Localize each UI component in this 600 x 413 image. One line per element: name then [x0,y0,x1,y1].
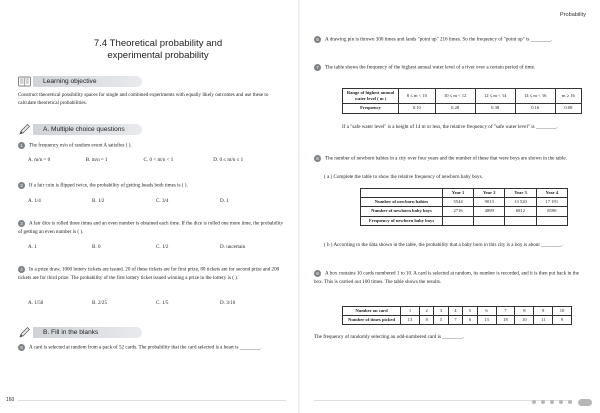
question-text: A fair dice is rolled three times and an even number is obtained each time. If the dice is rolled one more time, the probability of getting an even number is ( ). [18,220,284,235]
question-7 [314,64,586,73]
table-header: Year 1 [443,189,474,198]
footer-rule [18,400,286,401]
table-cell: 13 520 [505,198,536,207]
table-cell: 3 [434,307,448,316]
option-a[interactable]: A. 1/50 [28,300,44,306]
question-number: 3 [18,220,25,227]
table-row [343,89,582,104]
option-a[interactable]: A. m/n = 0 [28,157,51,163]
right-page [300,0,600,413]
page-dots [532,400,572,404]
dot [550,400,554,404]
table-cell: 0.28 [435,104,475,113]
table-header: Year 4 [536,189,567,198]
table-cell: 13 [401,316,420,325]
option-d[interactable]: D. 1 [220,198,229,204]
table-row [361,189,568,198]
table-row [361,207,568,216]
table-cell: m ≥ 16 [555,89,581,104]
table-cell: 8590 [536,207,567,216]
table-cell: 6 [463,316,477,325]
question-1-options [28,157,283,164]
table-cell: 7 [496,307,515,316]
table-row [343,307,572,316]
table-row [343,104,582,113]
table-header: Frequency [343,104,399,113]
question-text: A card is selected at random from a pack of 52 cards. The probability that the card selected is a heart is ________. [29,344,262,351]
answer-cell[interactable] [443,216,474,225]
table-header: Number of newborn baby boys [361,207,443,216]
table-row [343,316,572,325]
question-text: In a prize draw, 1000 lottery tickets are issued. 20 of these tickets are for first prize, 80 tickets are for second prize and 200 tickets are for third prize. The probability of the first lottery ticket issued winning a prize in the lottery is ( ). [18,266,280,281]
table-cell: 14 ≤ m < 16 [515,89,555,104]
table-cell: 17 191 [536,198,567,207]
table-cell: 11 [534,316,553,325]
question-1 [18,142,286,151]
pencil-icon [18,326,31,339]
question-number: 1 [18,142,25,149]
dot [568,400,572,404]
table-header: Year 3 [505,189,536,198]
table-header: Frequency of newborn baby boys [361,216,443,225]
option-a[interactable]: A. 1 [28,244,37,250]
option-b[interactable]: B. m/n = 1 [85,157,108,163]
table-cell: 5 [434,316,448,325]
page-tab [578,399,592,406]
table-cell: 9013 [474,198,505,207]
question-2 [18,182,286,191]
table-corner [361,189,443,198]
table-cell: 8 ≤ m < 10 [399,89,436,104]
option-d[interactable]: D. 0 ≤ m/n ≤ 1 [213,157,244,163]
part-a-heading: A. Multiple choice questions [33,124,142,135]
answer-cell[interactable] [505,216,536,225]
question-8 [314,155,586,164]
answer-cell[interactable] [536,216,567,225]
option-b[interactable]: B. 0 [92,244,101,250]
question-5 [18,344,286,353]
dot [559,400,563,404]
table-cell: 7 [448,316,462,325]
section-title: 7.4 Theoretical probability and experimental probability [93,38,223,62]
option-d[interactable]: D. uncertain [220,244,246,250]
table-cell: 5 [463,307,477,316]
question-text: A drawing pin is thrown 300 times and lands "point up" 216 times. So the frequency of "point up" is ________. [325,36,553,43]
table-cell: 10 ≤ m < 12 [435,89,475,104]
question-6 [314,36,586,45]
option-c[interactable]: C. 1/2 [156,244,169,250]
question-8-part-a: ( a ) Complete the table to show the relative frequency of newborn baby boys. [324,174,483,180]
objective-text: Construct theoretical possibility spaces for single and combined experiments with equally likely outcomes and use these to calculate theoretical probabilities. [18,92,269,106]
question-text: The frequency m/n of random event A satisfies ( ). [29,142,132,149]
question-number: 9 [314,270,321,277]
option-c[interactable]: C. 1/5 [156,300,169,306]
table-cell: 8 [419,316,433,325]
question-text: If a fair coin is flipped twice, the probability of getting heads both times is ( ). [29,182,188,189]
question-text: A box contains 10 cards numbered 1 to 10. A card is selected at random, its number is recorded, and it is then put back in the box. This is carried out 100 times. The table shows the results. [314,270,579,285]
question-4 [18,266,286,282]
objective-heading: Learning objective [33,76,142,87]
pencil-icon [18,123,31,136]
table-cell: 13 [477,316,496,325]
table-header: Number of newborn babies [361,198,443,207]
question-2-options [28,198,283,205]
running-head: Probability [559,12,586,18]
question-9-followup: The frequency of randomly selecting an odd-numbered card is ________. [314,334,464,340]
table-cell: 9 [553,316,572,325]
table-cell: 4 [448,307,462,316]
question-number: 7 [314,64,321,71]
option-b[interactable]: B. 2/25 [92,300,108,306]
dot [541,400,545,404]
table-cell: 2 [419,307,433,316]
table-cell: 0.10 [399,104,436,113]
objective-heading-bar [18,76,142,87]
water-level-table [342,88,582,114]
table-cell: 0.08 [555,104,581,113]
table-cell: 5544 [443,198,474,207]
newborn-babies-table [360,188,568,226]
question-number: 6 [314,36,321,43]
table-row [361,216,568,225]
option-b[interactable]: B. 1/2 [92,198,105,204]
table-cell: 4899 [474,207,505,216]
option-c[interactable]: C. 0 < m/n < 1 [143,157,174,163]
table-header: Range of highest annual water level ( m ) [343,89,399,104]
dot [532,400,536,404]
book-icon [18,75,31,88]
table-cell: 12 ≤ m < 14 [475,89,515,104]
table-cell: 10 [553,307,572,316]
part-b-heading: B. Fill in the blanks [33,327,142,338]
table-cell: 2716 [443,207,474,216]
question-number: 2 [18,182,25,189]
card-picks-table [342,306,572,325]
table-header: Number on card [343,307,401,316]
option-d[interactable]: D. 3/10 [220,300,236,306]
question-text: The table shows the frequency of the highest annual water level of a river over a certain period of time. [325,64,536,71]
table-cell: 0.38 [475,104,515,113]
table-cell: 8 [515,307,534,316]
answer-cell[interactable] [474,216,505,225]
question-number: 8 [314,155,321,162]
question-3-options [28,244,283,251]
question-9 [314,270,586,286]
question-8-part-b: ( b ) According to the data shown in the table, the probability that a baby born in this city is a boy is about ________. [324,242,563,248]
part-a-heading-bar [18,124,142,135]
table-cell: 10 [515,316,534,325]
table-cell: 1 [401,307,420,316]
question-number: 4 [18,266,25,273]
table-cell: 9 [534,307,553,316]
page-number: 160 [6,397,15,404]
part-b-heading-bar [18,327,142,338]
option-c[interactable]: C. 3/4 [156,198,169,204]
table-cell: 6 [477,307,496,316]
table-header: Year 2 [474,189,505,198]
table-cell: 18 [496,316,515,325]
question-4-options [28,300,283,307]
question-7-followup: If a "safe water level" is a height of 14 m or less, the relative frequency of "safe water level" is ________. [342,124,558,130]
table-cell: 6812 [505,207,536,216]
option-a[interactable]: A. 1/4 [28,198,41,204]
question-text: The number of newborn babies in a city over four years and the number of these that were boys are shown in the table. [325,155,567,162]
question-3 [18,220,286,236]
table-cell: 0.16 [515,104,555,113]
table-header: Number of times picked [343,316,401,325]
question-number: 5 [18,344,25,351]
table-row [361,198,568,207]
